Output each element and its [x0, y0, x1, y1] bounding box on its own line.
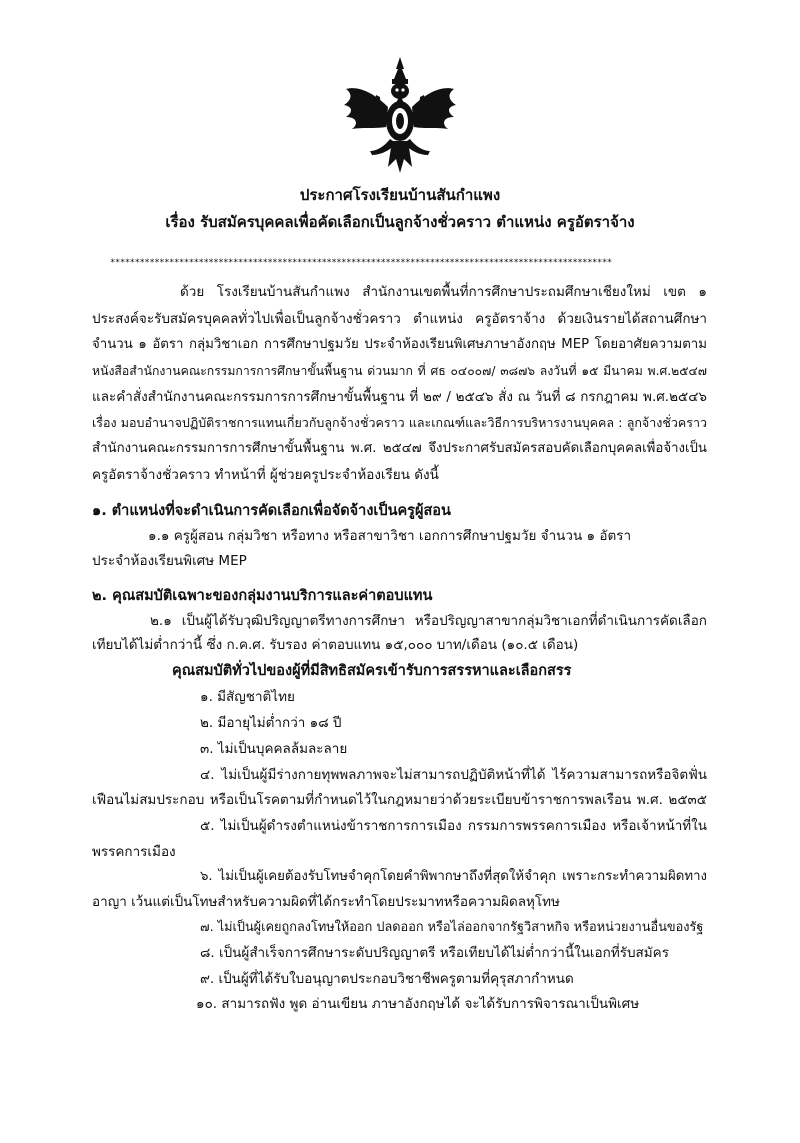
- qualification-item-7: ๗. ไม่เป็นผู้เคยถูกลงโทษให้ออก ปลดออก หรือไล่ออกจากรัฐวิสาหกิจ หรือหน่วยงานอื่นของรัฐ: [200, 920, 704, 935]
- announcement-subject: เรื่อง รับสมัครบุคคลเพื่อคัดเลือกเป็นลูกจ้างชั่วคราว ตำแหน่ง ครูอัตราจ้าง: [165, 213, 635, 231]
- section-2-item: ๒.๑ เป็นผู้ได้รับวุฒิปริญญาตรีทางการศึกษา หรือปริญญาสาขากลุ่มวิชาเอกที่ดำเนินการคัดเลือก: [150, 613, 707, 629]
- qualification-item-4-cont: เฟือนไม่สมประกอบ หรือเป็นโรคตามที่กำหนดไว้ในกฎหมายว่าด้วยระเบียบข้าราชการพลเรือน พ.ศ. ๒๕๓๕: [92, 792, 707, 808]
- announcement-title: ประกาศโรงเรียนบ้านสันกำแพง: [299, 186, 501, 204]
- section-1-item: ๑.๑ ครูผู้สอน กลุ่มวิชา หรือทาง หรือสาขาวิชา เอกการศึกษาปฐมวัย จำนวน ๑ อัตรา: [148, 528, 632, 544]
- qualification-item-1: ๑. มีสัญชาติไทย: [200, 689, 295, 705]
- qualifications-heading: คุณสมบัติทั่วไปของผู้ที่มีสิทธิสมัครเข้ารับการสรรหาและเลือกสรร: [172, 663, 572, 679]
- qualification-item-9: ๙. เป็นผู้ที่ได้รับใบอนุญาตประกอบวิชาชีพครูตามที่คุรุสภากำหนด: [200, 971, 574, 987]
- intro-line-1: ด้วย โรงเรียนบ้านสันกำแพง สำนักงานเขตพื้นที่การศึกษาประถมศึกษาเชียงใหม่ เขต ๑: [180, 284, 707, 300]
- qualification-item-5-cont: พรรคการเมือง: [92, 844, 176, 860]
- qualification-item-4: ๔. ไม่เป็นผู้มีร่างกายทุพพลภาพจะไม่สามารถปฏิบัติหน้าที่ได้ ไร้ความสามารถหรือจิตฟั่น: [200, 767, 707, 783]
- qualification-item-6-cont: อาญา เว้นแต่เป็นโทษสำหรับความผิดที่ได้กระทำโดยประมาทหรือความผิดลหุโทษ: [92, 894, 560, 910]
- qualification-item-10: ๑๐. สามารถฟัง พูด อ่านเขียน ภาษาอังกฤษได้ จะได้รับการพิจารณาเป็นพิเศษ: [196, 996, 640, 1012]
- intro-line-4: หนังสือสำนักงานคณะกรรมการการศึกษาขั้นพื้นฐาน ด่วนมาก ที่ ศธ ๐๔๐๐๗/ ๓๘๗๖ ลงวันที่ ๑๕ มีนาคม พ.ศ.๒๕๔๗: [92, 364, 707, 378]
- intro-line-7: สำนักงานคณะกรรมการการศึกษาขั้นพื้นฐาน พ.ศ. ๒๕๔๗ จึงประกาศรับสมัครสอบคัดเลือกบุคคลเพื่อจ้างเป็น: [92, 441, 707, 456]
- intro-line-6: เรื่อง มอบอำนาจปฏิบัติราชการแทนเกี่ยวกับลูกจ้างชั่วคราว และเกณฑ์และวิธีการบริหารงานบุคคล : ลูกจ้างชั่วคราว: [92, 415, 707, 430]
- intro-line-5: และคำสั่งสำนักงานคณะกรรมการการศึกษาขั้นพื้นฐาน ที่ ๒๙ / ๒๕๔๖ สั่ง ณ วันที่ ๘ กรกฎาคม พ.ศ.๒๕๔๖: [92, 389, 707, 405]
- qualification-item-3: ๓. ไม่เป็นบุคคลล้มละลาย: [200, 741, 348, 757]
- intro-line-2: ประสงค์จะรับสมัครบุคคลทั่วไปเพื่อเป็นลูกจ้างชั่วคราว ตำแหน่ง ครูอัตราจ้าง ด้วยเงินรายได้สถานศึกษา: [92, 311, 707, 327]
- qualification-item-8: ๘. เป็นผู้สำเร็จการศึกษาระดับปริญญาตรี หรือเทียบได้ไม่ต่ำกว่านี้ในเอกที่รับสมัคร: [200, 945, 669, 961]
- section-2-item-cont: เทียบได้ไม่ต่ำกว่านี้ ซึ่ง ก.ค.ศ. รับรอง ค่าตอบแทน ๑๕,๐๐๐ บาท/เดือน (๑๐.๕ เดือน): [92, 637, 579, 653]
- section-2-heading: ๒. คุณสมบัติเฉพาะของกลุ่มงานบริการและค่าตอบแทน: [92, 588, 433, 604]
- garuda-emblem-icon: [340, 55, 460, 175]
- section-1-heading: ๑. ตำแหน่งที่จะดำเนินการคัดเลือกเพื่อจัดจ้างเป็นครูผู้สอน: [92, 503, 451, 519]
- intro-line-3: จำนวน ๑ อัตรา กลุ่มวิชาเอก การศึกษาปฐมวัย ประจำห้องเรียนพิเศษภาษาอังกฤษ MEP โดยอาศัยความตาม: [92, 337, 707, 352]
- separator-line: ******************************************************************************************************: [110, 258, 612, 268]
- qualification-item-6: ๖. ไม่เป็นผู้เคยต้องรับโทษจำคุกโดยคำพิพากษาถึงที่สุดให้จำคุก เพราะกระทำความผิดทาง: [200, 869, 707, 884]
- qualification-item-5: ๕. ไม่เป็นผู้ดำรงตำแหน่งข้าราชการการเมือง กรรมการพรรคการเมือง หรือเจ้าหน้าที่ใน: [200, 818, 707, 834]
- section-1-item-cont: ประจำห้องเรียนพิเศษ MEP: [92, 553, 247, 569]
- qualification-item-2: ๒. มีอายุไม่ต่ำกว่า ๑๘ ปี: [200, 715, 342, 731]
- intro-line-8: ครูอัตราจ้างชั่วคราว ทำหน้าที่ ผู้ช่วยครูประจำห้องเรียน ดังนี้: [92, 467, 439, 483]
